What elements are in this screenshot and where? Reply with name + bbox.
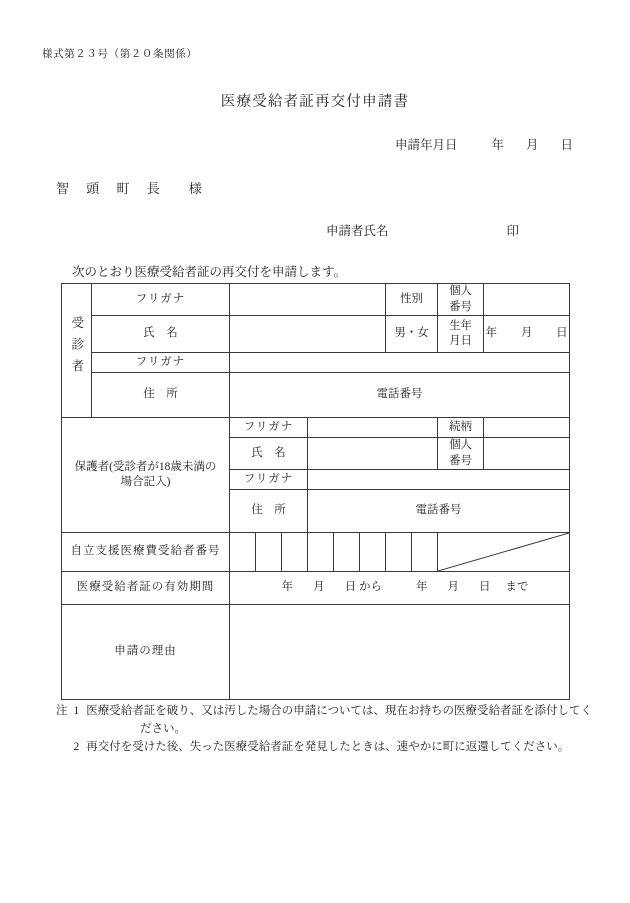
validity-from-day-label: 日 [344, 581, 357, 594]
form-number: 様式第２３号（第２０条関係） [42, 49, 198, 60]
patient-name-value[interactable] [230, 316, 386, 353]
guardian-mynumber-label-line1: 個人 [449, 439, 473, 452]
patient-gender-label: 性別 [386, 284, 438, 316]
reason-label: 申請の理由 [62, 605, 230, 700]
recipient-number-box-8[interactable] [412, 533, 438, 572]
guardian-name-furigana-label: フリガナ [230, 418, 308, 438]
page-title: 医療受給者証再交付申請書 [220, 94, 410, 110]
guardian-name-furigana-value[interactable] [308, 418, 438, 438]
birth-day-label: 日 [556, 327, 568, 340]
guardian-row-label-cell [62, 418, 230, 533]
patient-mynumber-value[interactable] [484, 284, 570, 316]
notes-section [56, 703, 596, 756]
recipient-number-box-7[interactable] [386, 533, 412, 572]
patient-mynumber-label [438, 284, 484, 316]
patient-tel-label: 電話番号 [376, 388, 423, 401]
validity-period-label: 医療受給者証の有効期間 [62, 572, 230, 605]
intro-sentence: 次のとおり医療受給者証の再交付を申請します。 [72, 265, 347, 279]
table-row [62, 316, 570, 353]
applicant-name-line [326, 221, 519, 239]
diagonal-strike-icon [438, 533, 569, 571]
validity-period-value[interactable] [230, 572, 570, 605]
addressee-town: 智 頭 町 長 [56, 181, 167, 196]
note-text: 医療受給者証を破り、又は汚した場合の申請については、現在お持ちの医療受給者証を添付してく [86, 705, 593, 717]
application-table-wrapper [61, 283, 569, 700]
validity-to-month-label: 月 [447, 581, 459, 594]
recipient-number-box-6[interactable] [360, 533, 386, 572]
note-text: 再交付を受けた後、失った医療受給者証を発見したときは、速やかに町に返還してください。 [86, 740, 570, 753]
guardian-address-value[interactable] [308, 490, 570, 533]
seal-mark-label: 印 [506, 224, 520, 238]
recipient-number-label: 自立支援医療費受給者番号 [62, 533, 230, 572]
guardian-row-label-line2: 場合記入) [120, 476, 171, 489]
table-row [62, 605, 570, 700]
date-day-label: 日 [560, 138, 574, 152]
guardian-mynumber-label [438, 438, 484, 470]
addressee-honorific: 様 [188, 181, 202, 196]
table-row [62, 533, 570, 572]
addressee-line [56, 178, 202, 197]
patient-address-value[interactable] [230, 373, 570, 418]
guardian-address-label: 住 所 [230, 490, 308, 533]
validity-from-word: から [358, 581, 382, 594]
patient-name-label: 氏 名 [92, 316, 230, 353]
guardian-tel-label: 電話番号 [415, 504, 462, 517]
patient-name-furigana-label: フリガナ [92, 284, 230, 316]
recipient-number-box-3[interactable] [282, 533, 308, 572]
recipient-number-box-2[interactable] [256, 533, 282, 572]
patient-row-label-cell [62, 284, 92, 418]
recipient-number-box-1[interactable] [230, 533, 256, 572]
note-item [56, 703, 596, 721]
patient-birthdate-label [438, 316, 484, 353]
table-row [62, 418, 570, 438]
guardian-mynumber-label-line2: 番号 [449, 454, 473, 467]
patient-mynumber-label-line1: 個人 [449, 285, 473, 297]
note-item [56, 739, 596, 757]
note-number: 1 [73, 705, 80, 717]
date-year-label: 年 [491, 138, 505, 152]
validity-from-month-label: 月 [313, 581, 325, 594]
patient-name-furigana-value[interactable] [230, 284, 386, 316]
patient-address-furigana-value[interactable] [230, 353, 570, 373]
birth-year-label: 年 [485, 327, 498, 340]
table-row [62, 373, 570, 418]
validity-to-year-label: 年 [415, 581, 428, 594]
application-date-label: 申請年月日 [395, 138, 458, 152]
validity-from-year-label: 年 [281, 581, 294, 594]
birth-month-label: 月 [520, 327, 533, 340]
guardian-row-label-line1: 保護者(受診者が18歳未満の [74, 460, 217, 473]
guardian-name-label: 氏 名 [230, 438, 308, 470]
patient-row-label: 受診者 [69, 315, 84, 380]
patient-birthdate-label-line2: 月日 [449, 335, 473, 348]
validity-to-day-label: 日 [478, 581, 491, 594]
recipient-number-blank-slash-cell [438, 533, 570, 572]
recipient-number-box-4[interactable] [308, 533, 334, 572]
guardian-mynumber-value[interactable] [484, 438, 570, 470]
patient-address-label: 住 所 [92, 373, 230, 418]
guardian-name-value[interactable] [308, 438, 438, 470]
guardian-relation-value[interactable] [484, 418, 570, 438]
notes-prefix: 注 [56, 705, 68, 717]
table-row [62, 284, 570, 316]
patient-gender-value[interactable]: 男・女 [386, 316, 438, 353]
applicant-name-label: 申請者氏名 [326, 224, 389, 238]
patient-birthdate-value[interactable] [484, 316, 570, 353]
guardian-relation-label: 続柄 [438, 418, 484, 438]
reason-value[interactable] [230, 605, 570, 700]
table-row [62, 353, 570, 373]
application-date-line [395, 135, 573, 153]
table-row [62, 572, 570, 605]
patient-address-furigana-label: フリガナ [92, 353, 230, 373]
note-continuation: ださい。 [140, 722, 186, 735]
guardian-address-furigana-value[interactable] [308, 470, 570, 490]
note-number: 2 [73, 740, 80, 753]
validity-to-word: まで [505, 581, 529, 594]
application-table [61, 283, 570, 700]
date-month-label: 月 [526, 138, 539, 152]
recipient-number-box-5[interactable] [334, 533, 360, 572]
patient-birthdate-label-line1: 生年 [449, 319, 473, 332]
guardian-address-furigana-label: フリガナ [230, 470, 308, 490]
patient-mynumber-label-line2: 番号 [449, 300, 473, 313]
